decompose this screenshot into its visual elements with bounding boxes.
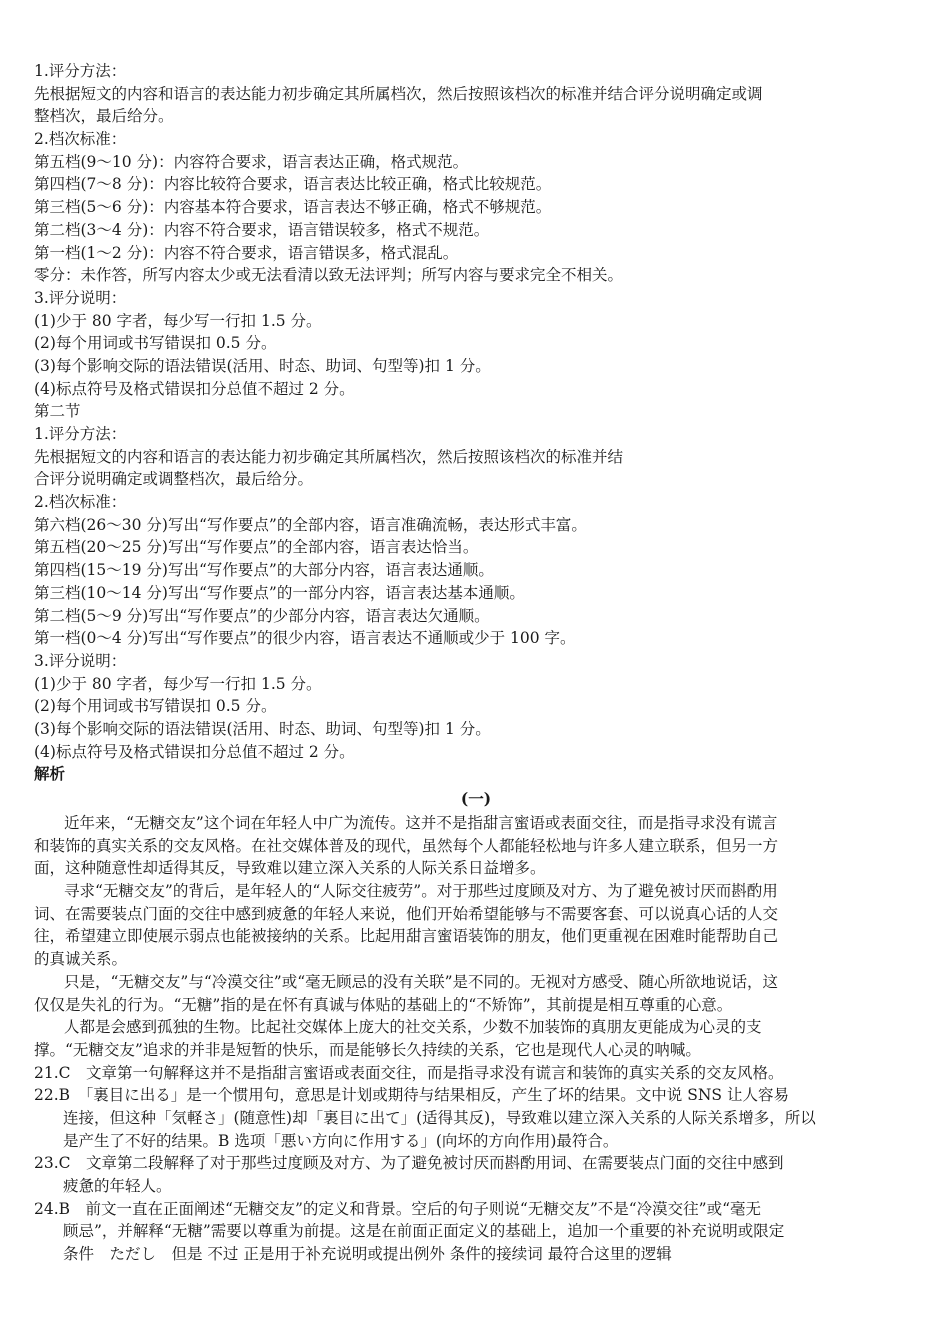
analysis-label: 解析 [34,764,66,784]
text-line: 22.B 「裏目に出る」是一个惯用句，意思是计划或期待与结果相反，产生了坏的结果。文中说 SNS 让人容易 [34,1086,789,1105]
text-line: 连接，但这种「気軽さ」(随意性)却「裏目に出て」(适得其反)，导致难以建立深入关系的人际关系增多，所以 [63,1108,816,1127]
text-line: 和装饰的真实关系的交友风格。在社交媒体普及的现代，虽然每个人都能轻松地与许多人建立联系，但另一方 [34,836,779,855]
text-line: 合评分说明确定或调整档次，最后给分。 [34,470,314,489]
text-line: 的真诚关系。 [34,950,128,969]
text-line: 第四档(7～8 分)：内容比较符合要求，语言表达比较正确，格式比较规范。 [34,175,552,194]
text-line: 词、在需要装点门面的交往中感到疲惫的年轻人来说，他们开始希望能够与不需要客套、可以说真心话的人交 [34,904,779,923]
section-1-scoring [34,60,918,400]
text-line: 23.C 文章第二段解释了对于那些过度顾及对方、为了避免被讨厌而斟酌用词、在需要装点门面的交往中感到 [34,1154,784,1173]
text-line: 第二档(3～4 分)：内容不符合要求，语言错误较多，格式不规范。 [34,220,490,239]
passage-paragraph [34,1016,918,1061]
text-line: 撑。“无糖交友”追求的并非是短暂的快乐，而是能够长久持续的关系，它也是现代人心灵的呐喊。 [34,1040,701,1059]
text-line: 疲惫的年轻人。 [63,1177,172,1195]
text-line: 21.C 文章第一句解释这并不是指甜言蜜语或表面交往，而是指寻求没有谎言和装饰的真实关系的交友风格。 [34,1063,784,1082]
passage-paragraph [34,971,918,1016]
answer-23 [34,1152,918,1197]
text-line: (1)少于 80 字者，每少写一行扣 1.5 分。 [34,674,322,693]
text-line: 整档次，最后给分。 [34,107,174,126]
text-line: (4)标点符号及格式错误扣分总值不超过 2 分。 [34,379,355,398]
section-2-scoring [34,400,918,763]
text-line: 是产生了不好的结果。B 选项「悪い方向に作用する」(向坏的方向作用)最符合。 [63,1131,619,1150]
section-heading: 第二节 [34,402,81,421]
text-line: 第五档(9～10 分)：内容符合要求，语言表达正确，格式规范。 [34,152,469,171]
passage-paragraph [34,880,918,971]
text-line: 3.评分说明： [34,651,127,670]
text-line: (2)每个用词或书写错误扣 0.5 分。 [34,334,277,353]
text-line: 先根据短文的内容和语言的表达能力初步确定其所属档次，然后按照该档次的标准并结 [34,447,624,466]
passage-paragraph [34,812,918,880]
text-line: 第二档(5～9 分)写出“写作要点”的少部分内容，语言表达欠通顺。 [34,606,490,625]
text-line: 仅仅是失礼的行为。“无糖”指的是在怀有真诚与体贴的基础上的“不矫饰”，其前提是相互尊重的心意。 [34,995,733,1014]
text-line: 第一档(1～2 分)：内容不符合要求，语言错误多，格式混乱。 [34,243,459,262]
text-line: 只是，“无糖交友”与“冷漠交往”或“毫无顾忌的没有关联”是不同的。无视对方感受、随心所欲地说话，这 [64,972,779,991]
text-line: 24.B 前文一直在正面阐述“无糖交友”的定义和背景。空后的句子则说“无糖交友”不是“冷漠交往”或“毫无 [34,1199,762,1218]
text-line: 顾忌”，并解释“无糖”需要以尊重为前提。这是在前面正面定义的基础上，追加一个重要的补充说明或限定 [63,1222,785,1241]
passage-title: (一) [460,789,492,808]
text-line: (1)少于 80 字者，每少写一行扣 1.5 分。 [34,311,322,330]
answer-22 [34,1084,918,1152]
text-line: 第五档(20～25 分)写出“写作要点”的全部内容，语言表达恰当。 [34,538,479,557]
text-line: 第一档(0～4 分)写出“写作要点”的很少内容，语言表达不通顺或少于 100 字。 [34,629,576,648]
text-line: 3.评分说明： [34,288,127,307]
text-line: 人都是会感到孤独的生物。比起社交媒体上庞大的社交关系，少数不加装饰的真朋友更能成为心灵的支 [64,1018,762,1037]
text-line: 第六档(26～30 分)写出“写作要点”的全部内容，语言准确流畅，表达形式丰富。 [34,515,587,534]
text-line: 第三档(10～14 分)写出“写作要点”的一部分内容，语言表达基本通顺。 [34,583,525,602]
text-line: (4)标点符号及格式错误扣分总值不超过 2 分。 [34,742,355,761]
text-line: 条件 ただし 但是 不过 正是用于补充说明或提出例外 条件的接续词 最符合这里的逻辑 [63,1245,672,1264]
text-line: (3)每个影响交际的语法错误(活用、时态、助词、句型等)扣 1 分。 [34,356,491,375]
text-line: 1.评分方法： [34,62,127,80]
text-line: 近年来，“无糖交友”这个词在年轻人中广为流传。这并不是指甜言蜜语或表面交往，而是指寻求没有谎言 [64,814,778,832]
answer-24 [34,1198,918,1266]
text-line: 寻求“无糖交友”的背后，是年轻人的“人际交往疲劳”。对于那些过度顾及对方、为了避免被讨厌而斟酌用 [64,882,778,901]
text-line: 先根据短文的内容和语言的表达能力初步确定其所属档次，然后按照该档次的标准并结合评分说明确定或调 [34,84,763,103]
text-line: 2.档次标准： [34,493,127,512]
text-line: (2)每个用词或书写错误扣 0.5 分。 [34,697,277,716]
answer-key-page [34,60,918,1266]
text-line: 第四档(15～19 分)写出“写作要点”的大部分内容，语言表达通顺。 [34,561,494,580]
answer-21 [34,1062,918,1085]
text-line: (3)每个影响交际的语法错误(活用、时态、助词、句型等)扣 1 分。 [34,719,491,738]
text-line: 往，希望建立即使展示弱点也能被接纳的关系。比起用甜言蜜语装饰的朋友，他们更重视在困难时能帮助自己 [34,927,779,946]
analysis-section [34,763,918,1265]
text-line: 第三档(5～6 分)：内容基本符合要求，语言表达不够正确，格式不够规范。 [34,198,552,217]
text-line: 零分：未作答，所写内容太少或无法看清以致无法评判；所写内容与要求完全不相关。 [34,266,624,285]
text-line: 面，这种随意性却适得其反，导致难以建立深入关系的人际关系日益增多。 [34,859,546,878]
text-line: 2.档次标准： [34,130,127,149]
text-line: 1.评分方法： [34,425,127,443]
